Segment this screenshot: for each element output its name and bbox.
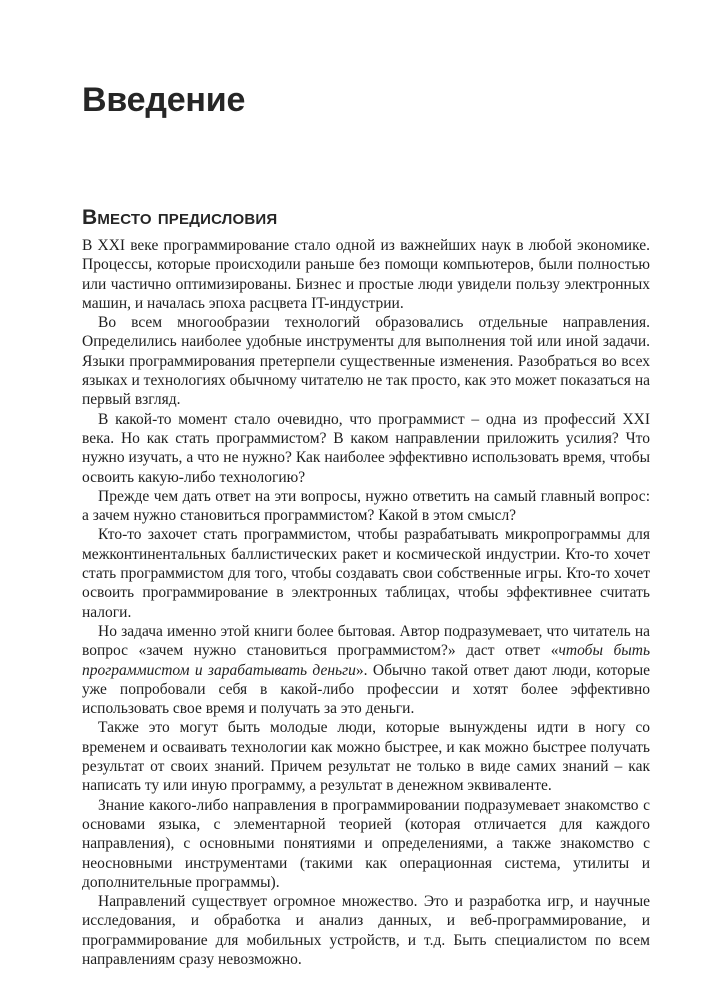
- text-run: Знание какого-либо направления в программировании подразумевает знакомство с основами языка, с элементарной теорией (которая отличается для каждого направления), с основными понятиями и определениями, а также знакомство с неосновными инструментами (такими как операционная система, утилиты и дополнительные программы).: [82, 796, 650, 891]
- paragraph: [82, 410, 650, 487]
- text-run: ». Обычно такой ответ дают люди, которые уже попробовали себя в какой-либо профессии и хотят более эффективно использовать свое время и получать за это деньги.: [82, 661, 650, 718]
- italic-text-run: чтобы быть программистом и зарабатывать деньги: [82, 642, 651, 679]
- text-run: Прежде чем дать ответ на эти вопросы, нужно ответить на самый главный вопрос: а зачем нужно становиться программистом? Какой в этом смысл?: [82, 487, 650, 525]
- paragraph: [82, 622, 650, 718]
- text-run: Кто-то захочет стать программистом, чтобы разрабатывать микропрограммы для межконтинентальных баллистических ракет и космической индустрии. Кто-то хочет стать программистом для того, чтобы создавать свои собственные игры. Кто-то хочет освоить программирование в электронных таблицах, чтобы эффективнее считать налоги.: [82, 526, 650, 621]
- text-run: Направлений существует огромное множество. Это и разработка игр, и научные исследования, и обработка и анализ данных, и веб-программирование, и программирование для мобильных устройств, и т.д. Быть специалистом по всем направлениям сразу невозможно.: [82, 893, 650, 968]
- paragraph: [82, 236, 650, 313]
- text-run: В какой-то момент стало очевидно, что программист – одна из профессий XXI века. Но как стать программистом? В каком направлении приложить усилия? Что нужно изучать, а что не нужно? Как наиболее эффективно использовать время, чтобы освоить какую-либо технологию?: [82, 410, 650, 486]
- paragraph: [82, 313, 650, 409]
- text-run: Также это могут быть молодые люди, которые вынуждены идти в ногу со временем и осваивать технологии как можно быстрее, и как можно быстрее получать результат от своих знаний. Причем результат не только в виде самих знаний – как написать ту или иную программу, а результат в денежном эквиваленте.: [82, 719, 650, 795]
- paragraph: [82, 487, 650, 526]
- page-title: Введение: [82, 81, 246, 119]
- section-heading: Вместо предисловия: [82, 206, 278, 229]
- text-run: Во всем многообразии технологий образовались отдельные направления. Определились наиболее удобные инструменты для выполнения той или иной задачи. Языки программирования претерпели существенные изменения. Разобраться во всех языках и технологиях обычному читателю не так просто, как это может показаться на первый взгляд.: [82, 314, 650, 409]
- body-text: [82, 236, 650, 969]
- paragraph: [82, 796, 650, 892]
- text-run: Но задача именно этой книги более бытовая. Автор подразумевает, что читатель на вопрос «зачем нужно становиться программистом?» даст ответ «: [82, 622, 650, 660]
- paragraph: [82, 718, 650, 795]
- paragraph: [82, 892, 650, 969]
- text-run: В XXI веке программирование стало одной из важнейших наук в любой экономике. Процессы, которые происходили раньше без помощи компьютеров, были полностью или частично оптимизированы. Бизнес и простые люди увидели пользу электронных машин, и началась эпоха расцвета IT-индустрии.: [82, 237, 650, 312]
- paragraph: [82, 525, 650, 621]
